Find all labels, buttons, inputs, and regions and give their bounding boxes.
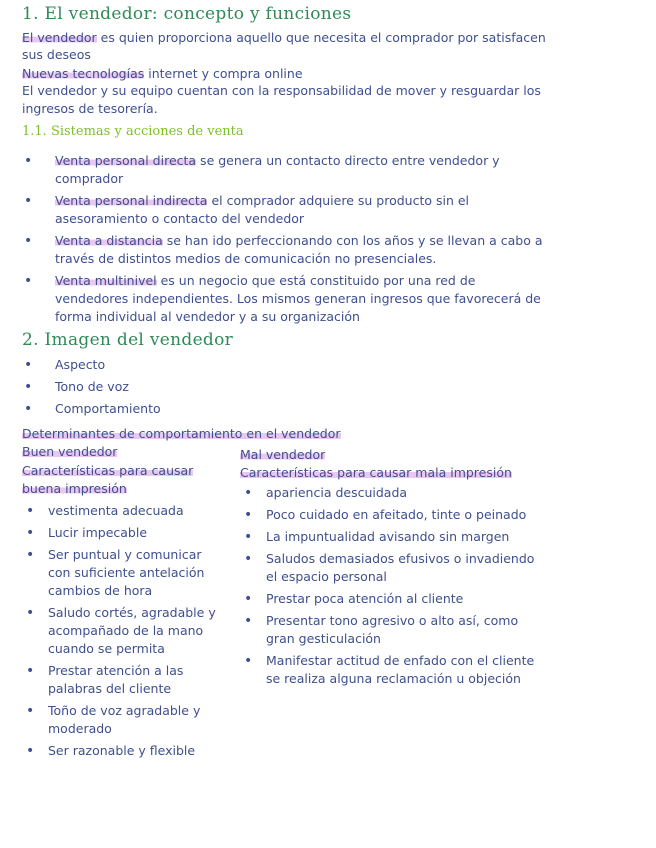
list-item-continuation: través de distintos medios de comunicación no presenciales.: [55, 251, 437, 266]
bad-item-cont: se realiza alguna reclamación u objeción: [266, 671, 521, 686]
team-line-1: El vendedor y su equipo cuentan con la responsabilidad de mover y resguardar los: [22, 83, 541, 98]
good-item: Saludo cortés, agradable y: [48, 605, 216, 620]
good-item-cont: cambios de hora: [48, 583, 153, 598]
bad-item: Poco cuidado en afeitado, tinte o peinado: [266, 507, 527, 522]
bullet-dot: •: [26, 703, 35, 719]
bullet-dot: •: [244, 485, 253, 501]
good-seller-title: [22, 443, 117, 461]
bad-item: Saludos demasiados efusivos o invadiendo: [266, 551, 535, 566]
item-text: es un negocio que está constituido por una red de: [156, 273, 476, 288]
good-item-cont: palabras del cliente: [48, 681, 172, 696]
bullet-dot: •: [24, 401, 33, 417]
bad-item: Presentar tono agresivo o alto así, como: [266, 613, 519, 628]
good-seller-subtitle-2: [22, 480, 127, 498]
bullet-dot: •: [24, 357, 33, 373]
bad-item: Prestar poca atención al cliente: [266, 591, 464, 606]
section-1-title: 1. El vendedor: concepto y funciones: [22, 4, 352, 24]
new-tech-text: internet y compra online: [144, 66, 303, 81]
determinants-heading: [22, 425, 341, 443]
bullet-dot: •: [24, 273, 33, 289]
bullet-dot: •: [244, 529, 253, 545]
bullet-dot: •: [244, 653, 253, 669]
bullet-dot: •: [26, 605, 35, 621]
section-1-1-title: 1.1. Sistemas y acciones de venta: [22, 124, 244, 139]
list-item-aspecto: Aspecto: [55, 357, 106, 372]
definition-line: [22, 29, 546, 47]
good-sub-2: buena impresión: [22, 481, 127, 496]
good-item-cont: acompañado de la mano: [48, 623, 204, 638]
bullet-dot: •: [24, 233, 33, 249]
definition-line-2: sus deseos: [22, 47, 91, 62]
term-el-vendedor: El vendedor: [22, 30, 97, 45]
list-item-venta-multinivel: [55, 272, 475, 290]
bullet-dot: •: [26, 663, 35, 679]
definition-text: es quien proporciona aquello que necesita el comprador por satisfacen: [96, 30, 546, 45]
bad-sub: Características para causar mala impresión: [240, 465, 512, 480]
list-item-venta-distancia: [55, 232, 542, 250]
good-item: Ser razonable y flexible: [48, 743, 196, 758]
bullet-dot: •: [24, 153, 33, 169]
bullet-dot: •: [244, 551, 253, 567]
list-item-venta-indirecta: [55, 192, 469, 210]
list-item-continuation: comprador: [55, 171, 124, 186]
term: Venta a distancia: [55, 233, 163, 248]
list-item-continuation: asesoramiento o contacto del vendedor: [55, 211, 305, 226]
good-item: Ser puntual y comunicar: [48, 547, 202, 562]
new-tech-line: [22, 65, 303, 83]
item-text: el comprador adquiere su producto sin el: [207, 193, 470, 208]
term-nuevas-tecnologias: Nuevas tecnologías: [22, 66, 145, 81]
bullet-dot: •: [26, 525, 35, 541]
good-item: Lucir impecable: [48, 525, 148, 540]
bullet-dot: •: [244, 613, 253, 629]
list-item-continuation: vendedores independientes. Los mismos generan ingresos que favorecerá de: [55, 291, 541, 306]
good-item-cont: con suficiente antelación: [48, 565, 205, 580]
bad-item: apariencia descuidada: [266, 485, 408, 500]
bullet-dot: •: [244, 591, 253, 607]
bullet-dot: •: [24, 379, 33, 395]
good-item-cont: moderado: [48, 721, 112, 736]
bad-seller-title-text: Mal vendedor: [240, 447, 326, 462]
bad-item: La impuntualidad avisando sin margen: [266, 529, 510, 544]
bad-item: Manifestar actitud de enfado con el cliente: [266, 653, 535, 668]
list-item-tono: Tono de voz: [55, 379, 129, 394]
good-seller-subtitle: [22, 462, 193, 480]
good-item: vestimenta adecuada: [48, 503, 184, 518]
bullet-dot: •: [244, 507, 253, 523]
good-seller-title-text: Buen vendedor: [22, 444, 118, 459]
list-item-continuation: forma individual al vendedor y a su organización: [55, 309, 360, 324]
bullet-dot: •: [26, 547, 35, 563]
bullet-dot: •: [24, 193, 33, 209]
bullet-dot: •: [26, 743, 35, 759]
good-item-cont: cuando se permita: [48, 641, 165, 656]
section-2-title: 2. Imagen del vendedor: [22, 330, 234, 350]
good-item: Prestar atención a las: [48, 663, 184, 678]
bad-item-cont: gran gesticulación: [266, 631, 381, 646]
bad-seller-subtitle: [240, 464, 512, 482]
good-item: Toño de voz agradable y: [48, 703, 201, 718]
team-line-2: ingresos de tesorería.: [22, 101, 158, 116]
item-text: se han ido perfeccionando con los años y se llevan a cabo a: [162, 233, 543, 248]
good-sub-1: Características para causar: [22, 463, 194, 478]
list-item-comportamiento: Comportamiento: [55, 401, 161, 416]
item-text: se genera un contacto directo entre vendedor y: [196, 153, 500, 168]
list-item-venta-directa: [55, 152, 500, 170]
bad-seller-title: [240, 446, 325, 464]
bullet-dot: •: [26, 503, 35, 519]
bad-item-cont: el espacio personal: [266, 569, 387, 584]
term: Venta personal directa: [55, 153, 197, 168]
term: Venta multinivel: [55, 273, 157, 288]
determinants-text: Determinantes de comportamiento en el vendedor: [22, 426, 341, 441]
term: Venta personal indirecta: [55, 193, 208, 208]
